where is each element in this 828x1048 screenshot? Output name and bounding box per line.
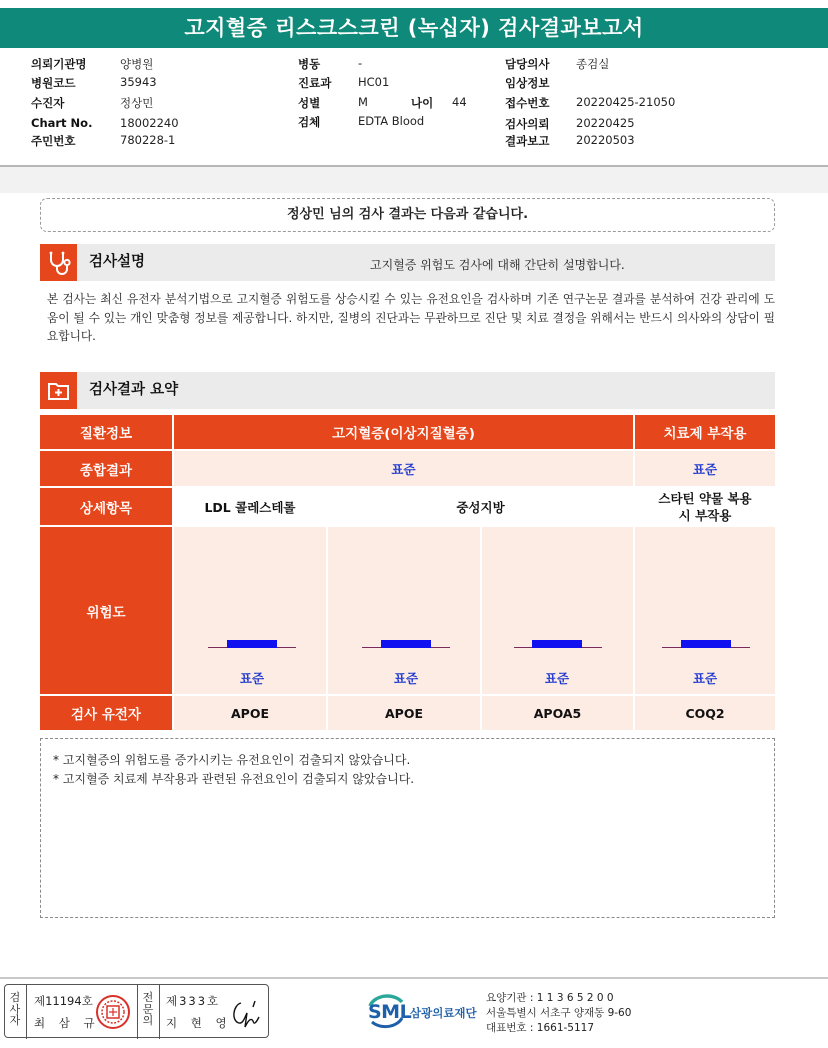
stethoscope-icon — [40, 244, 77, 281]
info-label: 결과보고 — [505, 134, 550, 148]
section-subtitle: 고지혈증 위험도 검사에 대해 간단히 설명합니다. — [370, 258, 625, 272]
risk-marker — [681, 640, 731, 648]
risk-cell — [328, 527, 480, 694]
info-label: 진료과 — [298, 76, 332, 90]
report-title: 고지혈증 리스크스크린 (녹십자) 검사결과보고서 — [0, 8, 828, 48]
org-phone: 대표번호 : 1661-5117 — [486, 1022, 595, 1034]
info-label: 담당의사 — [505, 57, 550, 71]
info-label: 병원코드 — [31, 76, 76, 90]
logo-wordmark: SML — [368, 1001, 412, 1023]
examiner-license: 제11194호 — [34, 994, 93, 1008]
section-title: 검사결과 요약 — [89, 382, 179, 398]
row-label-gene: 검사 유전자 — [40, 696, 172, 730]
overall-result-main: 표준 — [174, 451, 633, 486]
signature-box — [4, 984, 269, 1038]
specialist-license: 제333호 — [166, 994, 221, 1008]
overall-result-side: 표준 — [635, 451, 775, 486]
description-text: 본 검사는 최신 유전자 분석기법으로 고지혈증 위험도를 상승시킬 수 있는 유전요인을 검사하며 기존 연구논문 결과를 분석하여 건강 관리에 도움이 될 수 있는 개인 맞춤형 정보를 제공합니다. 하지만, 질병의 진단과는 무관하므로 진단 및 치료 결정을 위해서는 반드시 의사와의 상담이 필요합니다. — [47, 292, 775, 343]
info-label: 검사의뢰 — [505, 117, 550, 131]
org-contact-info — [486, 991, 631, 1036]
section-header-summary — [40, 372, 775, 409]
risk-cell — [174, 527, 326, 694]
risk-level: 표준 — [544, 671, 570, 686]
footer-divider — [0, 977, 828, 979]
row-label-disease: 질환정보 — [40, 415, 172, 449]
info-label: Chart No. — [31, 116, 93, 130]
separator — [137, 985, 138, 1039]
section-title: 검사설명 — [89, 254, 146, 270]
result-notes — [40, 738, 775, 918]
org-name: 삼광의료재단 — [410, 1006, 477, 1020]
results-table — [40, 415, 775, 730]
risk-level: 표준 — [393, 671, 419, 686]
info-value: 정상민 — [120, 96, 154, 110]
age-value: 44 — [452, 95, 467, 109]
info-label: 임상정보 — [505, 76, 550, 90]
detail-ldl: LDL 콜레스테롤 — [204, 499, 296, 515]
patient-info-block — [0, 52, 828, 166]
risk-level: 표준 — [239, 671, 265, 686]
info-value: 20220425-21050 — [576, 95, 676, 109]
risk-cell — [482, 527, 633, 694]
separator — [159, 985, 160, 1039]
info-value: M — [358, 95, 368, 109]
section-header-description — [40, 244, 775, 281]
info-label: 검체 — [298, 115, 321, 129]
row-label-overall: 종합결과 — [40, 451, 172, 486]
info-value: 20220503 — [576, 133, 635, 147]
risk-marker — [227, 640, 277, 648]
note-line: * 고지혈증의 위험도를 증가시키는 유전요인이 검출되지 않았습니다. — [53, 753, 411, 767]
detail-statin: 스타틴 약물 복용시 부작용 — [658, 490, 752, 523]
gene-name: APOE — [328, 696, 480, 730]
gene-name: APOA5 — [482, 696, 633, 730]
info-value: 780228-1 — [120, 133, 176, 147]
medical-folder-icon — [40, 372, 77, 409]
info-label: 주민번호 — [31, 134, 76, 148]
info-label: 접수번호 — [505, 96, 550, 110]
disease-side-header: 치료제 부작용 — [635, 415, 775, 449]
age-label: 나이 — [411, 96, 434, 110]
examiner-name: 최 삼 규 — [34, 1016, 100, 1030]
info-value: 양병원 — [120, 57, 154, 71]
sml-logo — [366, 992, 478, 1032]
info-label: 병동 — [298, 57, 321, 71]
seal-stamp — [95, 994, 131, 1030]
org-code: 요양기관 : 1 1 3 6 5 2 0 0 — [486, 992, 614, 1004]
disease-main-header: 고지혈증(이상지질혈증) — [174, 415, 633, 449]
org-address: 서울특별시 서초구 양재동 9-60 — [486, 1007, 632, 1019]
info-label: 수진자 — [31, 96, 65, 110]
info-value: 18002240 — [120, 116, 179, 130]
risk-marker — [532, 640, 582, 648]
risk-marker — [381, 640, 431, 648]
info-value: HC01 — [358, 75, 390, 89]
info-label: 의뢰기관명 — [31, 57, 87, 71]
info-value: - — [358, 56, 363, 70]
info-value: 20220425 — [576, 116, 635, 130]
divider-band — [0, 167, 828, 193]
risk-cell — [635, 527, 775, 694]
risk-level: 표준 — [692, 671, 718, 686]
info-value: 종검실 — [576, 57, 610, 71]
gene-name: APOE — [174, 696, 326, 730]
detail-triglyceride: 중성지방 — [456, 499, 505, 515]
examiner-vertical-label: 검사자 — [9, 991, 21, 1027]
info-value: EDTA Blood — [358, 114, 425, 128]
info-value: 35943 — [120, 75, 157, 89]
signature-scribble — [227, 993, 265, 1031]
gene-name: COQ2 — [635, 696, 775, 730]
row-label-detail: 상세항목 — [40, 488, 172, 525]
note-line: * 고지혈증 치료제 부작용과 관련된 유전요인이 검출되지 않았습니다. — [53, 772, 415, 786]
specialist-name: 지 현 영 — [166, 1016, 232, 1030]
separator — [26, 985, 27, 1039]
row-label-risk: 위험도 — [40, 527, 172, 694]
specialist-vertical-label: 전문의 — [142, 991, 154, 1027]
greeting-banner: 정상민 님의 검사 결과는 다음과 같습니다. — [40, 198, 775, 232]
info-label: 성별 — [298, 96, 321, 110]
